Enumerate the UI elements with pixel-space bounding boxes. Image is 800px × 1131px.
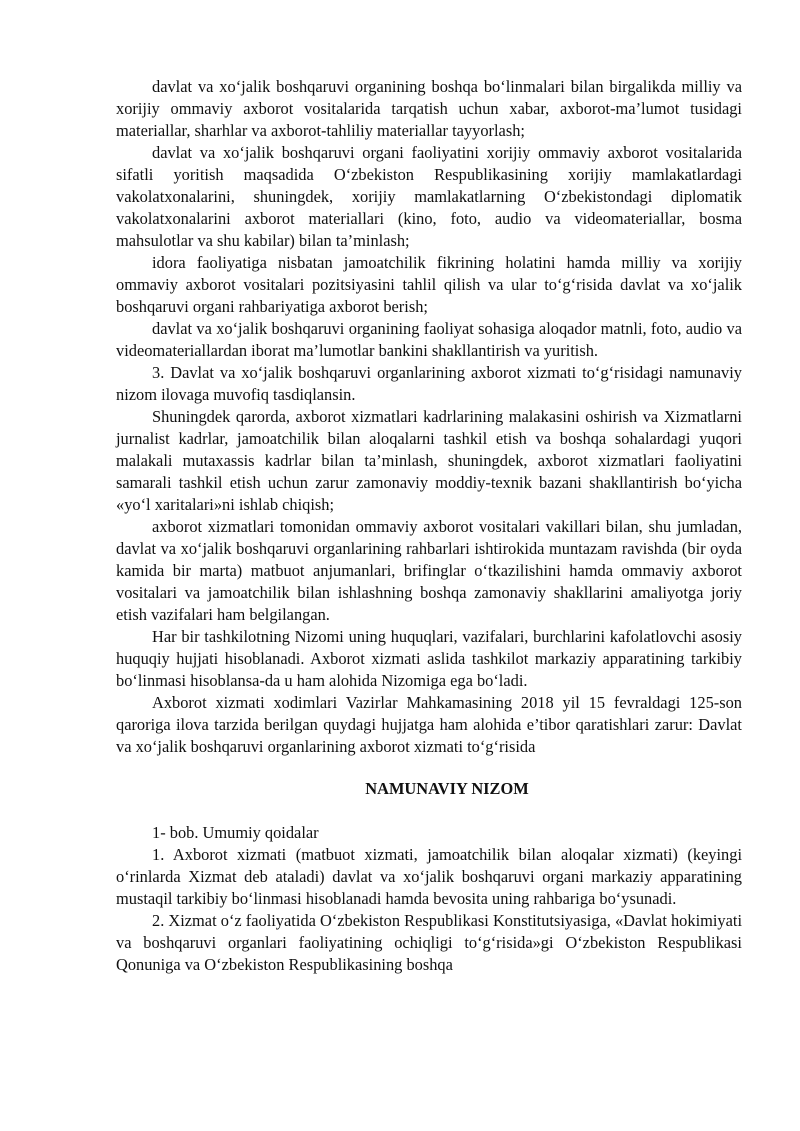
paragraph-item-1: 1. Axborot xizmati (matbuot xizmati, jamoatchilik bilan aloqalar xizmati) (keyingi o‘rinlarda Xizmat deb ataladi) davlat va xo‘jalik boshqaruvi organi markaziy apparatining mustaqil tarkibiy bo‘linmasi hisoblanadi hamda bevosita uning rahbariga bo‘ysunadi. [116, 845, 742, 908]
chapter-title: 1- bob. Umumiy qoidalar [152, 823, 319, 842]
paragraph-mass-media-materials: davlat va xo‘jalik boshqaruvi organining boshqa bo‘linmalari bilan birgalikda milliy va xorijiy ommaviy axborot vositalarida tarqatish uchun xabar, axborot-ma’lumot tusidagi materiallar, sharhlar va axborot-tahliliy materiallar tayyorlash; [116, 77, 742, 140]
paragraph-resolution-125: Axborot xizmati xodimlari Vazirlar Mahkamasining 2018 yil 15 fevraldagi 125-son qaroriga ilova tarzida berilgan quydagi hujjatga ham alohida e’tibor qaratishlari zarur: Davlat va xo‘jalik boshqaruvi organlarining axborot xizmati to‘g‘risida [116, 693, 742, 756]
paragraph-public-opinion: idora faoliyatiga nisbatan jamoatchilik fikrining holatini hamda milliy va xorijiy ommaviy axborot vositalari pozitsiyasini tahlil qilish va ular to‘g‘risida davlat va xo‘jalik boshqaruvi organi rahbariyatiga axborot berish; [116, 253, 742, 316]
document-page [116, 76, 742, 976]
paragraph-item-2: 2. Xizmat o‘z faoliyatida O‘zbekiston Respublikasi Konstitutsiyasiga, «Davlat hokimiyati va boshqaruvi organlari faoliyatining ochiqligi to‘g‘risida»gi O‘zbekiston Respublikasi Qonuniga va O‘zbekiston Respublikasining boshqa [116, 911, 742, 974]
paragraph-item-3: 3. Davlat va xo‘jalik boshqaruvi organlarining axborot xizmati to‘g‘risidagi namunaviy nizom ilovaga muvofiq tasdiqlansin. [116, 363, 742, 404]
paragraph-statute: Har bir tashkilotning Nizomi uning huquqlari, vazifalari, burchlarini kafolatlovchi asosiy huquqiy hujjati hisoblanadi. Axborot xizmati aslida tashkilot markaziy apparatining tarkibiy bo‘linmasi hisoblansa-da u ham alohida Nizomiga ega bo‘ladi. [116, 627, 742, 690]
paragraph-press-conferences: axborot xizmatlari tomonidan ommaviy axborot vositalari vakillari bilan, shu jumladan, davlat va xo‘jalik boshqaruvi organlarining rahbarlari ishtirokida muntazam ravishda (bir oyda kamida bir marta) matbuot anjumanlari, brifinglar o‘tkazilishini hamda ommaviy axborot vositalari va jamoatchilik bilan ishlashning boshqa zamonaviy shakllarini amaliyotga joriy etish vazifalari ham belgilangan. [116, 517, 742, 624]
paragraph-roadmaps: Shuningdek qarorda, axborot xizmatlari kadrlarining malakasini oshirish va Xizmatlarni jurnalist kadrlar, jamoatchilik bilan aloqalarni tashkil etish va boshqa sohalardagi yuqori malakali mutaxassis kadrlar bilan ta’minlash, shuningdek, axborot xizmatlari faoliyatini samarali tashkil etish uchun zarur zamonaviy moddiy-texnik bazani shakllantirish bo‘yicha «yo‘l xaritalari»ni ishlab chiqish; [116, 407, 742, 514]
paragraph-data-bank: davlat va xo‘jalik boshqaruvi organining faoliyat sohasiga aloqador matnli, foto, audio va videomateriallardan iborat ma’lumotlar bankini shakllantirish va yuritish. [116, 319, 742, 360]
paragraph-foreign-missions: davlat va xo‘jalik boshqaruvi organi faoliyatini xorijiy ommaviy axborot vositalarida sifatli yoritish maqsadida O‘zbekiston Respublikasining xorijiy mamlakatlardagi vakolatxonalarini, shuningdek, xorijiy mamlakatlarning O‘zbekistondagi diplomatik vakolatxonalarini axborot materiallari (kino, foto, audio va videomateriallar, bosma mahsulotlar va shu kabilar) bilan ta’minlash; [116, 143, 742, 250]
section-heading: NAMUNAVIY NIZOM [365, 779, 529, 798]
